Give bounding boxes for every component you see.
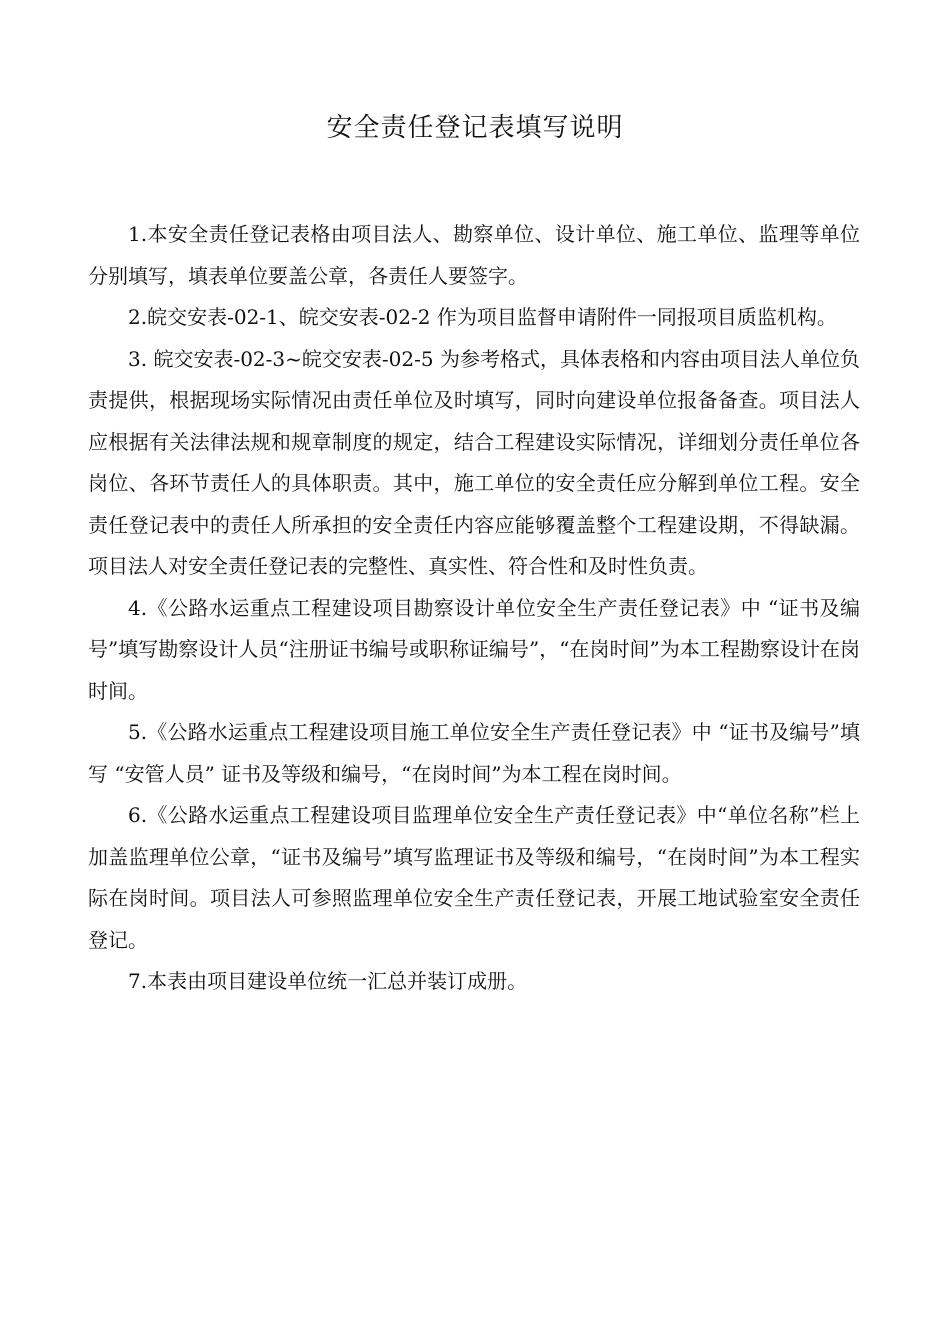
paragraph-6: 6.《公路水运重点工程建设项目监理单位安全生产责任登记表》中“单位名称”栏上加盖监理单位公章，“证书及编号”填写监理证书及等级和编号，“在岗时间”为本工程实际在岗时间。项目法人可参照监理单位安全生产责任登记表，开展工地试验室安全责任登记。 — [88, 803, 860, 952]
paragraph-2: 2.皖交安表-02-1、皖交安表-02-2 作为项目监督申请附件一同报项目质监机构。 — [128, 305, 837, 329]
document-title: 安全责任登记表填写说明 — [326, 113, 624, 143]
paragraph-7: 7.本表由项目建设单位统一汇总并装订成册。 — [128, 969, 528, 993]
paragraph-1: 1.本安全责任登记表格由项目法人、勘察单位、设计单位、施工单位、监理等单位分别填写，填表单位要盖公章，各责任人要签字。 — [88, 222, 860, 288]
paragraph-4: 4.《公路水运重点工程建设项目勘察设计单位安全生产责任登记表》中 “证书及编号”填写勘察设计人员“注册证书编号或职称证编号”，“在岗时间”为本工程勘察设计在岗时间。 — [88, 595, 860, 703]
paragraph-5: 5.《公路水运重点工程建设项目施工单位安全生产责任登记表》中 “证书及编号”填写 “安管人员” 证书及等级和编号，“在岗时间”为本工程在岗时间。 — [88, 720, 860, 786]
document-body — [88, 214, 860, 1003]
paragraph-3: 3. 皖交安表-02-3~皖交安表-02-5 为参考格式，具体表格和内容由项目法人单位负责提供，根据现场实际情况由责任单位及时填写，同时向建设单位报备备查。项目法人应根据有关法律法规和规章制度的规定，结合工程建设实际情况，详细划分责任单位各岗位、各环节责任人的具体职责。其中，施工单位的安全责任应分解到单位工程。安全责任登记表中的责任人所承担的安全责任内容应能够覆盖整个工程建设期，不得缺漏。项目法人对安全责任登记表的完整性、真实性、符合性和及时性负责。 — [88, 346, 860, 578]
